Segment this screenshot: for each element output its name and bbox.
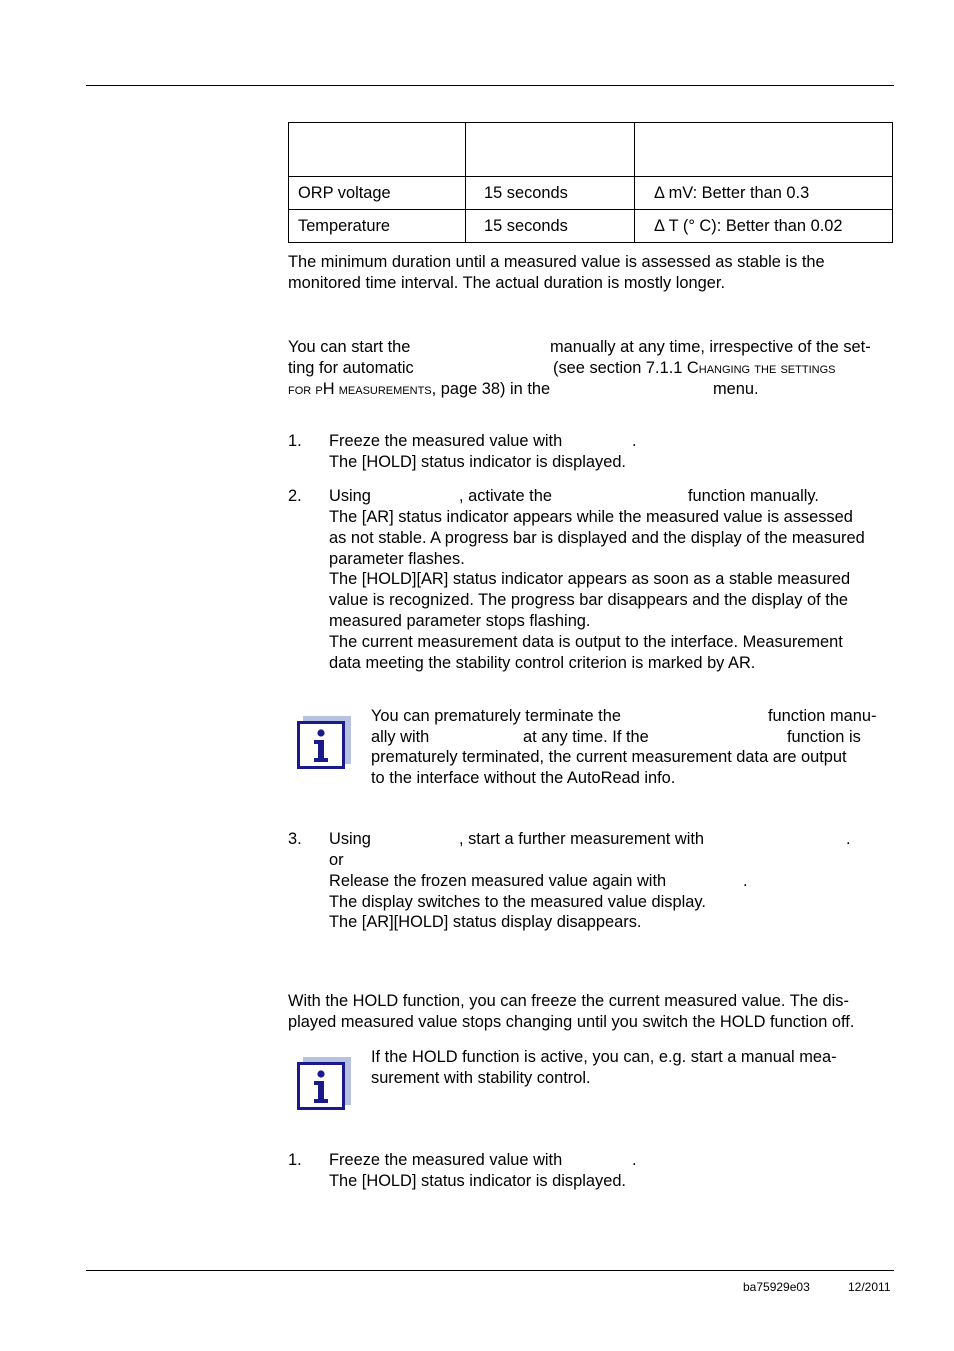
step-text: . — [632, 1151, 637, 1169]
step-text: , activate the — [459, 487, 552, 505]
step-text: Release the frozen measured value again with — [329, 872, 667, 890]
note-text: at any time. If the — [523, 728, 649, 746]
step-text: The display switches to the measured value display. — [329, 893, 706, 911]
note-text: ally with — [371, 728, 430, 746]
step-text: . — [743, 872, 748, 890]
section-reference-page: , page 38) in the — [431, 380, 551, 398]
table-row — [289, 177, 893, 210]
start-para-text: manually at any time, irrespective of the set- — [550, 338, 871, 356]
step-text: measured parameter stops flashing. — [329, 612, 591, 630]
note-text: function manu- — [768, 707, 877, 725]
intro-line: The minimum duration until a measured value is assessed as stable is the — [288, 253, 825, 271]
step-text: The [HOLD] status indicator is displayed. — [329, 1172, 626, 1190]
note-text: prematurely terminated, the current measurement data are output — [371, 748, 847, 766]
section-reference-title: hanging the settings — [698, 360, 836, 377]
info-icon — [297, 1057, 351, 1111]
note-text: function is — [787, 728, 861, 746]
section-reference-title: measurements — [334, 381, 432, 398]
step-text: parameter flashes. — [329, 550, 465, 568]
section-reference — [553, 358, 835, 379]
note-text: surement with stability control. — [371, 1069, 591, 1087]
section-reference-cont — [288, 379, 550, 400]
step-text: or — [329, 851, 344, 869]
step-text: The current measurement data is output to the interface. Measurement — [329, 633, 843, 651]
step-text: data meeting the stability control criterion is marked by AR. — [329, 654, 756, 672]
hold-para-line: With the HOLD function, you can freeze the current measured value. The dis- — [288, 992, 849, 1010]
footer-doc-id: ba75929e03 — [743, 1280, 810, 1294]
cell-interval: 15 seconds — [466, 177, 635, 210]
start-para-text: You can start the — [288, 338, 411, 356]
section-reference-text: (see section 7.1.1 C — [553, 359, 699, 377]
step-number: 1. — [288, 1151, 302, 1169]
cell-interval: 15 seconds — [466, 210, 635, 243]
step-text: The [AR][HOLD] status display disappears. — [329, 913, 642, 931]
step-text: . — [846, 830, 851, 848]
header-rule — [86, 85, 894, 86]
info-icon — [297, 716, 351, 770]
cell-criterion: Δ T (° C): Better than 0.02 — [635, 210, 893, 243]
table-header-cell — [289, 123, 466, 177]
step-text: The [HOLD] status indicator is displayed. — [329, 453, 626, 471]
section-reference-title: for p — [288, 381, 323, 398]
table-header-cell — [466, 123, 635, 177]
step-text: , start a further measurement with — [459, 830, 705, 848]
table-header-cell — [635, 123, 893, 177]
cell-parameter: Temperature — [289, 210, 466, 243]
table-header-row — [289, 123, 893, 177]
step-text: . — [632, 432, 637, 450]
cell-parameter: ORP voltage — [289, 177, 466, 210]
section-reference-title: H — [322, 380, 335, 398]
intro-line: monitored time interval. The actual duration is mostly longer. — [288, 274, 725, 292]
step-text: Freeze the measured value with — [329, 432, 563, 450]
step-number: 2. — [288, 487, 302, 505]
hold-para-line: played measured value stops changing until you switch the HOLD function off. — [288, 1013, 855, 1031]
step-number: 1. — [288, 432, 302, 450]
cell-criterion: Δ mV: Better than 0.3 — [635, 177, 893, 210]
start-para-text: menu. — [713, 380, 759, 398]
step-text: Using — [329, 487, 371, 505]
note-text: to the interface without the AutoRead info. — [371, 769, 676, 787]
stability-criteria-table — [288, 122, 893, 243]
note-text: If the HOLD function is active, you can, e.g. start a manual mea- — [371, 1048, 837, 1066]
step-text: The [HOLD][AR] status indicator appears as soon as a stable measured — [329, 570, 851, 588]
footer-rule — [86, 1270, 894, 1271]
step-text: as not stable. A progress bar is displayed and the display of the measured — [329, 529, 865, 547]
step-text: Using — [329, 830, 371, 848]
step-text: The [AR] status indicator appears while the measured value is assessed — [329, 508, 853, 526]
step-text: function manually. — [688, 487, 819, 505]
step-number: 3. — [288, 830, 302, 848]
start-para-text: ting for automatic — [288, 359, 414, 377]
table-row — [289, 210, 893, 243]
note-text: You can prematurely terminate the — [371, 707, 621, 725]
step-text: Freeze the measured value with — [329, 1151, 563, 1169]
step-text: value is recognized. The progress bar disappears and the display of the — [329, 591, 849, 609]
footer-date: 12/2011 — [848, 1280, 891, 1294]
